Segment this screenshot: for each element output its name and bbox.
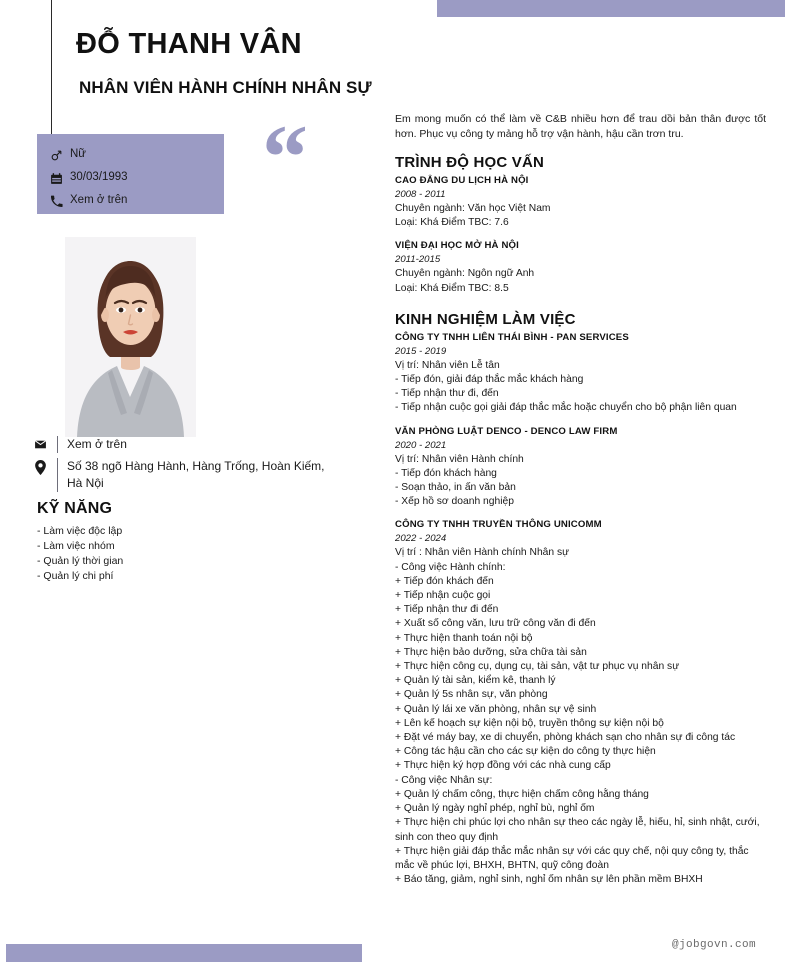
skill-item: - Làm việc độc lập xyxy=(37,525,123,537)
skill-item: - Quản lý chi phí xyxy=(37,570,114,582)
experience-detail: + Tiếp nhận thư đi đến xyxy=(395,604,499,616)
education-period: 2011-2015 xyxy=(395,254,441,266)
experience-detail: - Soạn thảo, in ấn văn bản xyxy=(395,482,516,494)
education-heading: TRÌNH ĐỘ HỌC VẤN xyxy=(395,154,545,171)
experience-detail: + Quản lý ngày nghỉ phép, nghỉ bù, nghỉ ốm xyxy=(395,803,595,815)
education-detail: Chuyên ngành: Văn học Việt Nam xyxy=(395,203,551,214)
education-entry xyxy=(395,239,770,295)
info-row-phone xyxy=(50,191,224,211)
contact-row-email xyxy=(34,436,334,453)
gender-icon xyxy=(50,149,70,162)
contact-value-email: Xem ở trên xyxy=(67,437,127,451)
experience-company: VĂN PHÒNG LUẬT DENCO - DENCO LAW FIRM xyxy=(395,425,618,437)
info-row-birthdate xyxy=(50,168,224,188)
skill-item: - Quản lý thời gian xyxy=(37,555,124,567)
experience-entry xyxy=(395,518,770,887)
experience-detail: + Tiếp đón khách đến xyxy=(395,575,494,587)
experience-heading: KINH NGHIỆM LÀM VIỆC xyxy=(395,310,576,328)
left-column xyxy=(0,0,380,962)
education-entry xyxy=(395,174,770,230)
info-value-phone: Xem ở trên xyxy=(70,194,128,207)
experience-detail: + Thực hiện ký hợp đồng với các nhà cung cấp xyxy=(395,760,611,772)
experience-detail: + Tiếp nhận cuộc gọi xyxy=(395,590,491,602)
experience-detail: + Xuất số công văn, lưu trữ công văn đi đến xyxy=(395,618,596,630)
education-school: VIỆN ĐẠI HỌC MỞ HÀ NỘI xyxy=(395,240,519,252)
experience-detail: - Tiếp đón, giải đáp thắc mắc khách hàng xyxy=(395,374,584,386)
page-title: ĐỖ THANH VÂN xyxy=(76,28,302,60)
experience-company: CÔNG TY TNHH LIÊN THÁI BÌNH - PAN SERVICES xyxy=(395,331,629,343)
phone-icon xyxy=(50,195,70,208)
contact-row-address xyxy=(34,458,334,492)
experience-entry xyxy=(395,425,770,510)
top-accent-bar xyxy=(437,0,785,17)
education-school: CAO ĐẲNG DU LỊCH HÀ NỘI xyxy=(395,175,529,186)
experience-detail: Vị trí: Nhân viên Lễ tân xyxy=(395,359,500,371)
calendar-icon xyxy=(50,172,70,185)
experience-detail: + Quản lý tài sản, kiểm kê, thanh lý xyxy=(395,675,556,687)
experience-detail: + Quản lý 5s nhân sự, văn phòng xyxy=(395,689,548,701)
experience-detail: + Đặt vé máy bay, xe di chuyển, phòng khách sạn cho nhân sự đi công tác xyxy=(395,732,736,744)
profile-photo xyxy=(65,237,196,437)
experience-detail: Vị trí : Nhân viên Hành chính Nhân sự xyxy=(395,547,570,559)
contact-block xyxy=(34,436,334,497)
experience-detail: - Tiếp nhận cuộc gọi giải đáp thắc mắc hoặc chuyển cho bộ phận liên quan xyxy=(395,402,737,414)
quote-decoration: “ xyxy=(262,106,308,208)
experience-detail: - Công việc Hành chính: xyxy=(395,561,506,573)
skills-heading: KỸ NĂNG xyxy=(37,500,113,517)
info-value-gender: Nữ xyxy=(70,148,87,161)
experience-detail: + Thực hiện giải đáp thắc mắc nhân sự với các quy chế, nội quy công ty, thắc mắc về phúc lợi, BHXH, BHTN, quỹ công đoàn xyxy=(395,845,749,871)
contact-divider xyxy=(57,458,58,492)
experience-period: 2015 - 2019 xyxy=(395,345,447,357)
education-detail: Loại: Khá Điểm TBC: 7.6 xyxy=(395,217,509,229)
experience-detail: - Tiếp nhận thư đi, đến xyxy=(395,388,499,400)
education-detail: Chuyên ngành: Ngôn ngữ Anh xyxy=(395,268,535,280)
location-icon xyxy=(34,458,57,475)
experience-detail: + Quản lý chấm công, thực hiện chấm công hằng tháng xyxy=(395,788,649,800)
experience-period: 2020 - 2021 xyxy=(395,439,447,451)
education-detail: Loại: Khá Điểm TBC: 8.5 xyxy=(395,282,509,294)
experience-company: CÔNG TY TNHH TRUYỀN THÔNG UNICOMM xyxy=(395,519,602,531)
experience-detail: - Tiếp đón khách hàng xyxy=(395,467,497,479)
job-title: NHÂN VIÊN HÀNH CHÍNH NHÂN SỰ xyxy=(79,78,372,97)
watermark: @jobgovn.com xyxy=(672,939,757,951)
contact-value-address: Số 38 ngõ Hàng Hành, Hàng Trống, Hoàn Kiếm, Hà Nội xyxy=(67,459,325,490)
experience-entry xyxy=(395,331,770,416)
experience-detail: + Báo tăng, giảm, nghỉ sinh, nghỉ ốm nhân sự lên phần mềm BHXH xyxy=(395,874,703,886)
experience-detail: + Thực hiện thanh toán nội bộ xyxy=(395,632,533,644)
skill-item: - Làm việc nhóm xyxy=(37,540,115,552)
contact-divider xyxy=(57,436,58,453)
email-icon xyxy=(34,436,57,451)
personal-info-box xyxy=(37,134,224,214)
experience-detail: + Quản lý lái xe văn phòng, nhân sự vệ sinh xyxy=(395,703,597,715)
experience-detail: + Thực hiện chi phúc lợi cho nhân sự theo các ngày lễ, hiếu, hỉ, sinh nhật, cưới, sinh con theo quy định xyxy=(395,817,760,843)
info-row-gender xyxy=(50,145,224,165)
experience-detail: + Thực hiện bảo dưỡng, sửa chữa tài sản xyxy=(395,646,587,658)
career-objective: Em mong muốn có thể làm về C&B nhiều hơn để trau dồi bản thân được tốt hơn. Phục vụ công ty mảng hỗ trợ vận hành, hậu cần trơn tru. xyxy=(395,113,766,140)
experience-detail: + Lên kế hoạch sự kiện nội bộ, truyền thông sự kiện nội bộ xyxy=(395,717,664,729)
right-column xyxy=(395,112,770,896)
experience-detail: + Công tác hậu cần cho các sự kiện do công ty thực hiện xyxy=(395,746,656,758)
experience-detail: + Thực hiện công cụ, dụng cụ, tài sản, vật tư phục vụ nhân sự xyxy=(395,661,680,673)
experience-period: 2022 - 2024 xyxy=(395,533,447,545)
experience-detail: - Công việc Nhân sự: xyxy=(395,774,493,786)
info-value-birthdate: 30/03/1993 xyxy=(70,171,128,184)
skills-list xyxy=(37,524,317,584)
experience-detail: - Xếp hồ sơ doanh nghiệp xyxy=(395,496,514,508)
education-period: 2008 - 2011 xyxy=(395,189,446,200)
experience-detail: Vị trí: Nhân viên Hành chính xyxy=(395,453,524,465)
